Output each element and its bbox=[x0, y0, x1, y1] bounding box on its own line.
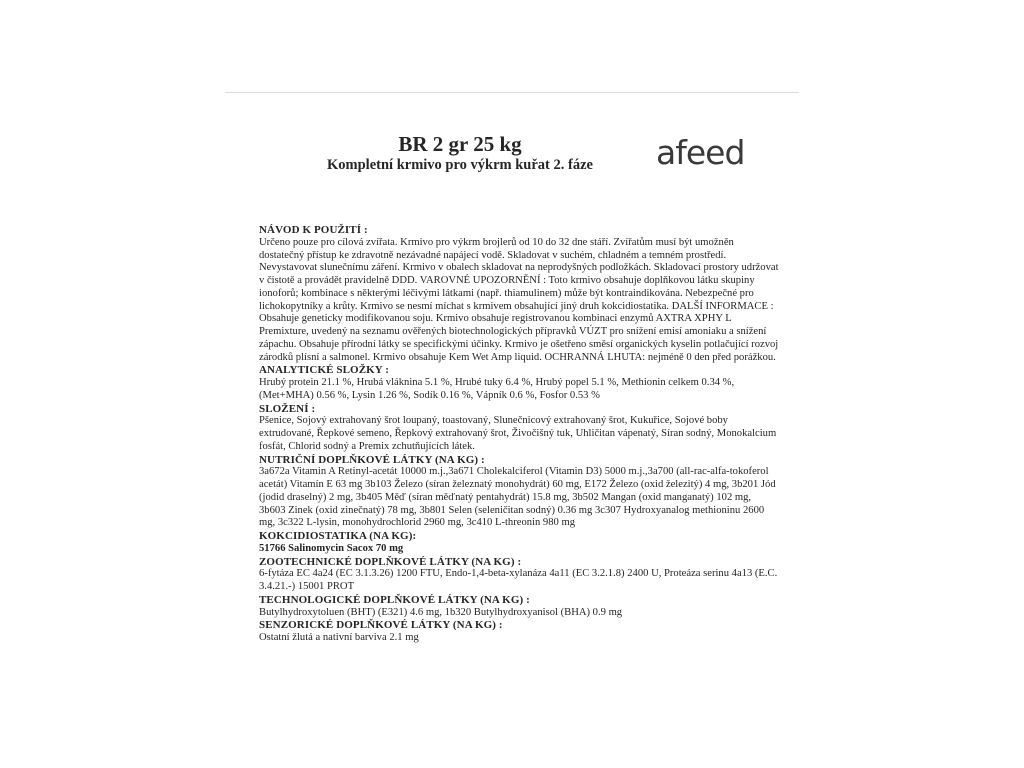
feed-label-text bbox=[259, 224, 779, 645]
brand-logo: afeed bbox=[656, 133, 745, 172]
product-title: BR 2 gr 25 kg bbox=[398, 132, 522, 156]
coccidiostatic-heading: KOKCIDIOSTATIKA (NA KG): bbox=[259, 530, 417, 542]
analytic-text: Hrubý protein 21.1 %, Hrubá vláknina 5.1 %, Hrubé tuky 6.4 %, Hrubý popel 5.1 %, Methionin celkem 0.34 %, (Met+MHA) 0.56 %, Lysin 1.26 %, Sodík 0.16 %, Vápník 0.6 %, Fosfor 0.53 % bbox=[259, 377, 735, 401]
sensory-text: Ostatní žlutá a nativní barviva 2.1 mg bbox=[259, 632, 419, 643]
top-divider bbox=[225, 92, 799, 93]
product-header bbox=[300, 132, 620, 174]
nutrition-text: 3a672a Vitamin A Retinyl-acetát 10000 m.j.,3a671 Cholekalciferol (Vitamin D3) 5000 m.j.,3a700 (all-rac-alfa-tokoferol acetát) Vitamín E 63 mg 3b103 Železo (síran železnatý monohydrát) 60 mg, E172 Železo (oxid železitý) 4 mg, 3b201 Jód (jodid draselný) 2 mg, 3b405 Měď (síran měďnatý pentahydrát) 15.8 mg, 3b502 Mangan (oxid manganatý) 102 mg, 3b603 Zinek (oxid zinečnatý) 78 mg, 3b801 Selen (seleničitan sodný) 0.36 mg 3c307 Hydroxyanalog methioninu 2600 mg, 3c322 L-lysin, monohydrochlorid 2960 mg, 3c410 L-threonin 980 mg bbox=[259, 466, 776, 529]
zootechnical-heading: ZOOTECHNICKÉ DOPLŇKOVÉ LÁTKY (NA KG) : bbox=[259, 555, 522, 568]
usage-text: Určeno pouze pro cílová zvířata. Krmivo pro výkrm brojlerů od 10 do 32 dne stáří. Zvířatům musí být umožněn dostatečný přístup ke zdravotně nezávadné napájecí vodě. Skladovat v suchém, chladném a temném prostředí. Nevystavovat slunečnímu záření. Krmivo v obalech skladovat na neprodyšných podložkách. Skladovací prostory udržovat v čistotě a provádět pravidelně DDD. VAROVNÉ UPOZORNĚNÍ : Toto krmivo obsahuje doplňkovou látku skupiny ionoforů; kombinace s některými léčivými látkami (např. thiamulinem) může být kontraindikována. Nebezpečné pro lichokopytníky a krůty. Krmivo se nesmí míchat s krmivem obsahující jiný druh kokcidiostatika. DALŠÍ INFORMACE : Obsahuje geneticky modifikovanou soju. Krmivo obsahuje registrovanou kombinaci enzymů AXTRA XPHY L Premixture, uvedený na seznamu ověřených biotechnologických přípravků VÚZT pro snížení emisí amoniaku a snížení zápachu. Obsahuje přírodní látky se specifickými účinky. Krmivo je ošetřeno směsí organických kyselin potlačující rozvoj zárodků plísní a salmonel. Krmivo obsahuje Kem Wet Amp liquid. OCHRANNÁ LHUTA: nejméně 0 den před porážkou. bbox=[259, 236, 779, 363]
technological-text: Butylhydroxytoluen (BHT) (E321) 4.6 mg, 1b320 Butylhydroxyanisol (BHA) 0.9 mg bbox=[259, 606, 623, 618]
technological-heading: TECHNOLOGICKÉ DOPLŇKOVÉ LÁTKY (NA KG) : bbox=[259, 593, 530, 606]
usage-heading: NÁVOD K POUŽITÍ : bbox=[259, 224, 368, 236]
coccidiostatic-text: 51766 Salinomycin Sacox 70 mg bbox=[259, 542, 404, 554]
composition-text: Pšenice, Sojový extrahovaný šrot loupaný, toastovaný, Slunečnicový extrahovaný šrot, Kukuřice, Sojové boby extrudované, Řepkové semeno, Řepkový extrahovaný šrot, Živočišný tuk, Uhličitan vápenatý, Síran sodný, Monokalcium fosfát, Chlorid sodný a Premix zchutňujících látek. bbox=[259, 415, 777, 452]
nutrition-heading: NUTRIČNÍ DOPLŇKOVÉ LÁTKY (NA KG) : bbox=[259, 453, 485, 466]
zootechnical-text: 6-fytáza EC 4a24 (EC 3.1.3.26) 1200 FTU, Endo-1,4-beta-xylanáza 4a11 (EC 3.2.1.8) 2400 U, Proteáza serinu 4a13 (E.C. 3.4.21.-) 15001 PROT bbox=[259, 568, 778, 592]
composition-heading: SLOŽENÍ : bbox=[259, 402, 316, 415]
product-subtitle: Kompletní krmivo pro výkrm kuřat 2. fáze bbox=[327, 157, 593, 173]
analytic-heading: ANALYTICKÉ SLOŽKY : bbox=[259, 364, 390, 377]
sensory-heading: SENZORICKÉ DOPLŇKOVÉ LÁTKY (NA KG) : bbox=[259, 619, 503, 632]
